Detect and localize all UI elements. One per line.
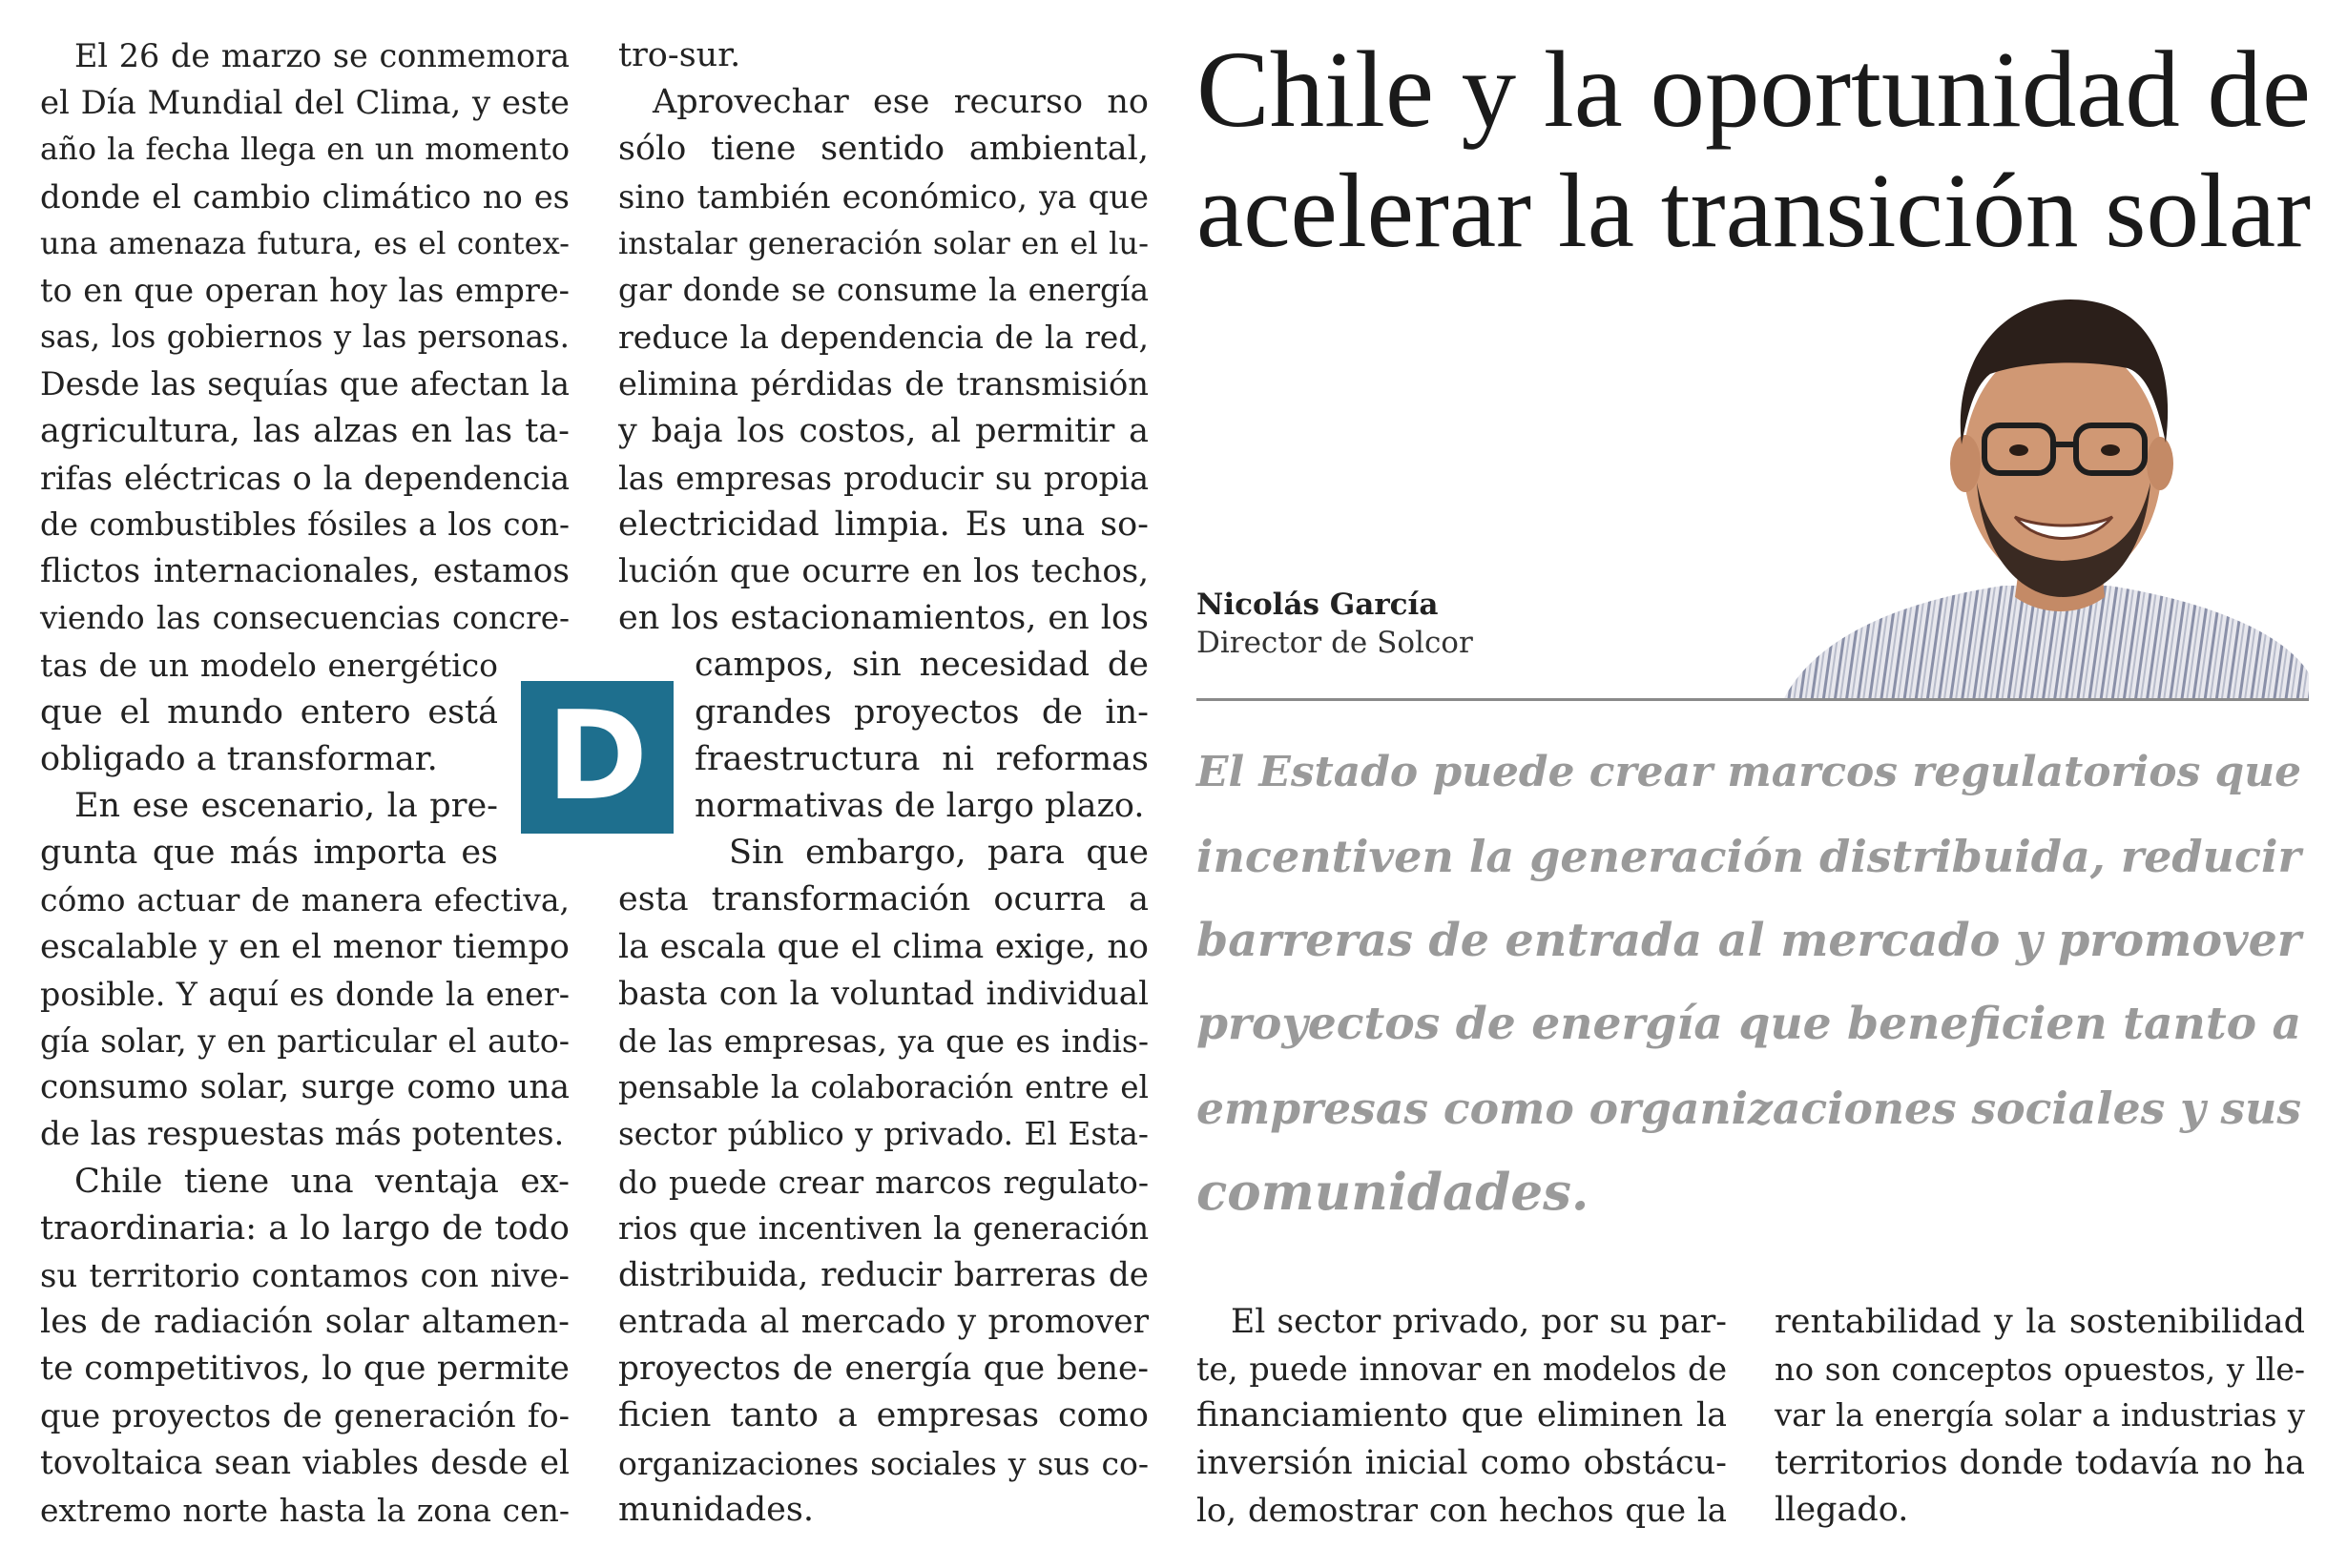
- text-line: fraestructura ni reformas: [695, 739, 1149, 778]
- author-byline: [1196, 586, 1473, 662]
- text-line: donde el cambio climático no es: [40, 177, 570, 216]
- article-column-1: [40, 32, 570, 1534]
- text-line: su territorio contamos con nive-: [40, 1256, 570, 1294]
- text-line: rentabilidad y la sostenibilidad: [1775, 1303, 2305, 1341]
- text-line: sas, los gobiernos y las personas.: [40, 319, 570, 356]
- article-column-3: [1196, 1299, 1727, 1534]
- text-line: las empresas producir su propia: [618, 459, 1149, 497]
- text-line: de las empresas, ya que es indis-: [618, 1021, 1149, 1060]
- text-line: gar donde se consume la energía: [618, 271, 1149, 308]
- text-line: año la fecha llega en un momento: [40, 131, 570, 168]
- text-line: sólo tiene sentido ambiental,: [618, 130, 1149, 169]
- text-line: obligado a transformar.: [40, 739, 438, 778]
- text-line: consumo solar, surge como una: [40, 1068, 570, 1107]
- text-line: que proyectos de generación fo-: [40, 1397, 570, 1435]
- text-line: la escala que el clima exige, no: [618, 927, 1149, 966]
- text-line: escalable y en el menor tiempo: [40, 927, 570, 966]
- text-line: cómo actuar de manera efectiva,: [40, 881, 570, 919]
- text-line: de combustibles fósiles a los con-: [40, 505, 570, 543]
- text-line: traordinaria: a lo largo de todo: [40, 1208, 570, 1248]
- text-line: elimina pérdidas de transmisión: [618, 365, 1149, 403]
- text-line: tovoltaica sean viables desde el: [40, 1443, 570, 1482]
- text-line: munidades.: [618, 1490, 814, 1529]
- text-line: normativas de largo plazo.: [695, 787, 1145, 825]
- title-line: acelerar la transición solar: [1196, 153, 2312, 270]
- text-line: de las respuestas más potentes.: [40, 1115, 565, 1154]
- text-line: les de radiación solar altamen-: [40, 1303, 570, 1342]
- text-line: no son conceptos opuestos, y lle-: [1775, 1351, 2305, 1389]
- text-line: gunta que más importa es: [40, 834, 498, 873]
- text-line: to en que operan hoy las empre-: [40, 271, 570, 309]
- article-column-2: [618, 32, 1149, 1534]
- pull-quote-line: proyectos de energía que beneficien tanto a: [1196, 998, 2302, 1050]
- text-line: entrada al mercado y promover: [618, 1303, 1149, 1342]
- text-line: esta transformación ocurra a: [618, 880, 1149, 919]
- text-line: electricidad limpia. Es una so-: [618, 505, 1149, 544]
- text-line: que el mundo entero está: [40, 692, 498, 732]
- text-line: reduce la dependencia de la red,: [618, 319, 1149, 357]
- text-line: Desde las sequías que afectan la: [40, 365, 570, 403]
- text-line: lución que ocurre en los techos,: [618, 552, 1149, 591]
- text-line: financiamiento que eliminen la: [1196, 1396, 1727, 1435]
- dropcap-badge: D: [521, 681, 674, 834]
- pull-quote-line: incentiven la generación distribuida, reducir: [1196, 831, 2301, 882]
- text-line: Sin embargo, para que: [729, 834, 1149, 873]
- author-role: Director de Solcor: [1196, 626, 1473, 660]
- text-line: gía solar, y en particular el auto-: [40, 1021, 570, 1060]
- text-line: y baja los costos, al permitir a: [618, 411, 1149, 450]
- pull-quote-line: El Estado puede crear marcos regulatorios que: [1196, 748, 2302, 796]
- text-line: flictos internacionales, estamos: [40, 552, 570, 591]
- text-line: do puede crear marcos regulato-: [618, 1163, 1149, 1201]
- pull-quote-line: comunidades.: [1196, 1163, 1589, 1222]
- text-line: Aprovechar ese recurso no: [653, 83, 1149, 122]
- text-line: var la energía solar a industrias y: [1775, 1397, 2305, 1434]
- article-column-4: [1775, 1299, 2305, 1534]
- text-line: Chile tiene una ventaja ex-: [74, 1162, 570, 1201]
- text-line: te competitivos, lo que permite: [40, 1350, 570, 1389]
- text-line: El 26 de marzo se conmemora: [74, 37, 570, 74]
- text-line: El sector privado, por su par-: [1231, 1303, 1727, 1341]
- text-line: lo, demostrar con hechos que la: [1196, 1491, 1727, 1529]
- text-line: te, puede innovar en modelos de: [1196, 1351, 1727, 1389]
- header-divider: [1196, 698, 2309, 701]
- text-line: distribuida, reducir barreras de: [618, 1255, 1149, 1294]
- title-line: Chile y la oportunidad de: [1196, 29, 2311, 150]
- text-line: en los estacionamientos, en los: [618, 599, 1149, 638]
- text-line: viendo las consecuencias concre-: [40, 600, 570, 637]
- text-line: campos, sin necesidad de: [695, 646, 1149, 685]
- text-line: rifas eléctricas o la dependencia: [40, 459, 570, 497]
- text-line: En ese escenario, la pre-: [74, 787, 498, 825]
- text-line: inversión inicial como obstácu-: [1196, 1443, 1727, 1482]
- text-line: el Día Mundial del Clima, y este: [40, 84, 570, 122]
- text-line: agricultura, las alzas en las ta-: [40, 411, 570, 450]
- text-line: extremo norte hasta la zona cen-: [40, 1491, 570, 1529]
- text-line: una amenaza futura, es el contex-: [40, 224, 570, 261]
- text-line: sino también económico, ya que: [618, 177, 1149, 216]
- text-line: llegado.: [1775, 1490, 1909, 1529]
- text-line: grandes proyectos de in-: [695, 692, 1149, 732]
- pull-quote-line: empresas como organizaciones sociales y sus: [1196, 1083, 2301, 1134]
- text-line: posible. Y aquí es donde la ener-: [40, 975, 570, 1013]
- text-line: organizaciones sociales y sus co-: [618, 1444, 1149, 1482]
- pull-quote-line: barreras de entrada al mercado y promover: [1196, 914, 2301, 967]
- pull-quote: [1196, 731, 2313, 1234]
- text-line: territorios donde todavía no ha: [1775, 1443, 2305, 1482]
- text-line: pensable la colaboración entre el: [618, 1069, 1149, 1106]
- text-line: basta con la voluntad individual: [618, 974, 1149, 1013]
- text-line: ficien tanto a empresas como: [618, 1396, 1149, 1435]
- author-portrait-image: [1765, 282, 2309, 698]
- text-line: proyectos de energía que bene-: [618, 1350, 1149, 1389]
- text-line: tro-sur.: [618, 36, 741, 74]
- author-photo: [1765, 282, 2309, 698]
- text-line: rios que incentiven la generación: [618, 1209, 1149, 1247]
- author-name: Nicolás García: [1196, 588, 1439, 622]
- text-line: tas de un modelo energético: [40, 647, 498, 685]
- text-line: sector público y privado. El Esta-: [618, 1116, 1149, 1153]
- text-line: instalar generación solar en el lu-: [618, 224, 1149, 261]
- article-title: [1196, 29, 2322, 273]
